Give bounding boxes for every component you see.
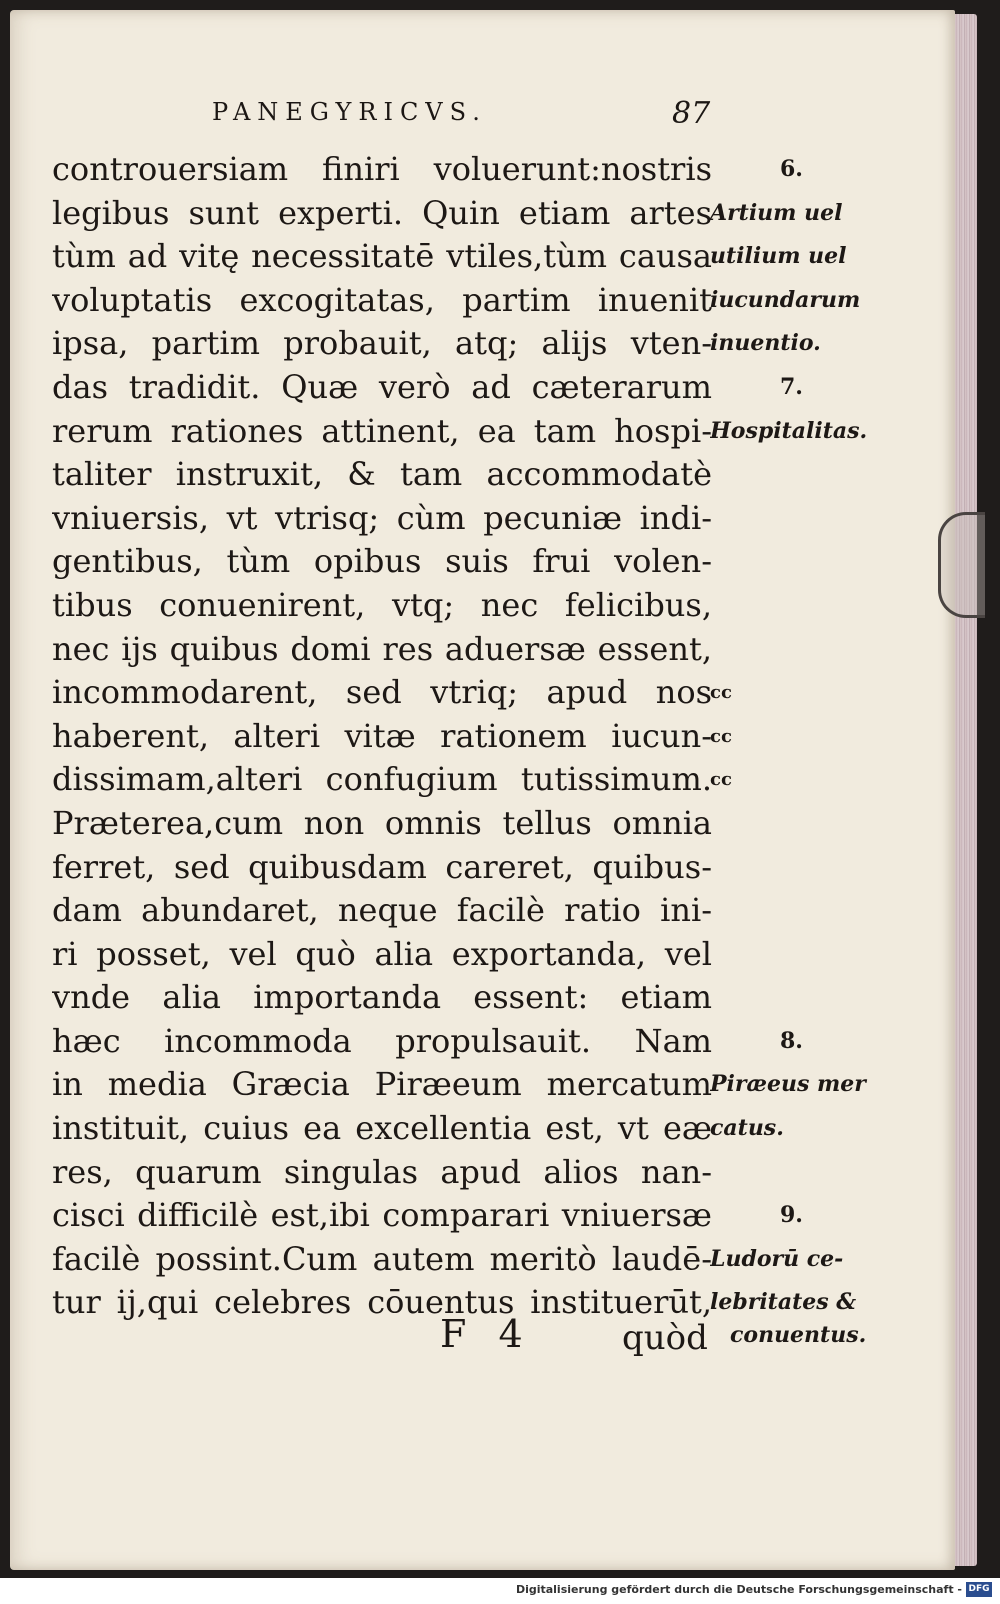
margin-note bbox=[710, 628, 880, 672]
margin-note: catus. bbox=[710, 1115, 784, 1142]
text-line: das tradidit. Quæ verò ad cæterarum bbox=[52, 367, 712, 406]
text-line: Præterea,cum non omnis tellus omnia bbox=[52, 803, 712, 842]
margin-note bbox=[710, 540, 880, 584]
text-line: tur ij,qui celebres cōuentus instituerūt, bbox=[52, 1283, 712, 1322]
text-line: instituit, cuius ea excellentia est, vt eæ bbox=[52, 1109, 712, 1148]
text-line: vnde alia importanda essent: etiam bbox=[52, 978, 712, 1017]
text-line: dissimam,alteri confugium tutissimum. bbox=[52, 760, 712, 799]
text-line: tibus conuenirent, vtq; nec felicibus, bbox=[52, 585, 712, 624]
margin-note: Artium uel bbox=[710, 199, 843, 226]
text-line: facilè possint.Cum autem meritò laudē- bbox=[52, 1239, 712, 1278]
text-line: nec ijs quibus domi res aduersæ essent, bbox=[52, 629, 712, 668]
margin-note: lebritates & bbox=[710, 1289, 857, 1316]
section-number: 7. bbox=[780, 373, 803, 400]
text-line: vniuersis, vt vtrisq; cùm pecuniæ indi- bbox=[52, 498, 712, 537]
text-line: haberent, alteri vitæ rationem iucun- bbox=[52, 716, 712, 755]
margin-notes bbox=[710, 148, 880, 1325]
margin-note: utilium uel bbox=[710, 243, 847, 270]
text-line: tùm ad vitę necessitatē vtiles,tùm causa bbox=[52, 237, 712, 276]
text-line: hæc incommoda propulsauit. Nam bbox=[52, 1021, 712, 1060]
text-line: ri posset, vel quò alia exportanda, vel bbox=[52, 934, 712, 973]
section-number: 6. bbox=[780, 156, 803, 182]
signature-mark: F 4 bbox=[440, 1312, 533, 1356]
quotation-mark: cc bbox=[710, 682, 732, 704]
footer-bar bbox=[0, 1578, 1000, 1604]
margin-note bbox=[710, 976, 880, 1020]
margin-note bbox=[710, 584, 880, 628]
margin-note: Ludorū ce- bbox=[710, 1245, 844, 1272]
margin-note: inuentio. bbox=[710, 330, 821, 357]
text-line: voluptatis excogitatas, partim inuenit bbox=[52, 280, 712, 319]
margin-note: Piræeus mer bbox=[710, 1071, 866, 1098]
page-edges bbox=[955, 14, 977, 1566]
dfg-logo: DFG bbox=[966, 1582, 992, 1597]
margin-note bbox=[710, 453, 880, 497]
margin-note bbox=[710, 889, 880, 933]
text-line: controuersiam finiri voluerunt:nostris bbox=[52, 150, 712, 188]
text-line: res, quarum singulas apud alios nan- bbox=[52, 1152, 712, 1191]
text-line: cisci difficilè est,ibi comparari vniuersæ bbox=[52, 1196, 712, 1235]
quotation-mark: cc bbox=[710, 769, 732, 791]
running-title: PANEGYRICVS. bbox=[212, 98, 487, 126]
footer-credit: Digitalisierung gefördert durch die Deutsche Forschungsgemeinschaft - bbox=[515, 1583, 962, 1596]
margin-note bbox=[710, 933, 880, 977]
margin-note bbox=[710, 1151, 880, 1195]
margin-note bbox=[710, 497, 880, 541]
margin-note bbox=[710, 802, 880, 846]
section-number: 8. bbox=[780, 1027, 803, 1054]
page-number: 87 bbox=[672, 96, 711, 131]
text-line: in media Græcia Piræeum mercatum bbox=[52, 1065, 712, 1104]
margin-note: Hospitalitas. bbox=[710, 417, 868, 444]
text-line: ferret, sed quibusdam careret, quibus- bbox=[52, 847, 712, 886]
catch-margin-note: conuentus. bbox=[730, 1322, 867, 1348]
section-number: 9. bbox=[780, 1202, 803, 1229]
text-line: incommodarent, sed vtriq; apud nos bbox=[52, 673, 712, 712]
text-line: dam abundaret, neque facilè ratio ini- bbox=[52, 891, 712, 930]
text-line: ipsa, partim probauit, atq; alijs vten- bbox=[52, 324, 712, 363]
book-clasp bbox=[938, 512, 985, 618]
text-line: legibus sunt experti. Quin etiam artes bbox=[52, 193, 712, 232]
quotation-mark: cc bbox=[710, 725, 732, 747]
catchword: quòd bbox=[622, 1318, 708, 1358]
text-line: taliter instruxit, & tam accommodatè bbox=[52, 455, 712, 494]
running-head bbox=[212, 96, 732, 136]
margin-note bbox=[710, 846, 880, 890]
text-line: rerum rationes attinent, ea tam hospi- bbox=[52, 411, 712, 450]
body-text bbox=[52, 148, 712, 1325]
text-line: gentibus, tùm opibus suis frui volen- bbox=[52, 542, 712, 581]
margin-note: iucundarum bbox=[710, 286, 861, 313]
